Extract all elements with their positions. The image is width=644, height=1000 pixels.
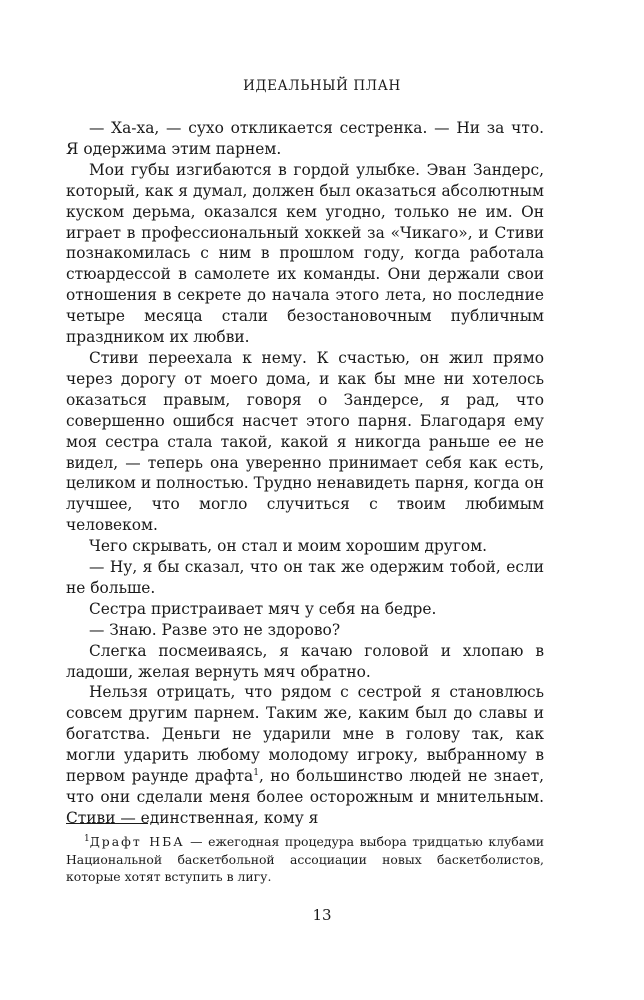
paragraph-text: Нельзя отрицать, что рядом с сестрой я становлюсь совсем другим парнем. Таким же, каким был до славы и богатства. Деньги не ударили мне в голову так, как могли ударить любому молодому игроку, выбранному в первом раунде драфта — [66, 683, 544, 786]
paragraph: Стиви переехала к нему. К счастью, он жил прямо через дорогу от моего дома, и как бы мне ни хотелось оказаться правым, говоря о Зандерсе, я рад, что совершенно ошибся насчет этого парня. Благодаря ему моя сестра стала такой, какой я никогда раньше ее не видел, — теперь она уверенно принимает себя как есть, целиком и полностью. Трудно ненавидеть парня, когда он лучшее, что могло случиться с твоим любимым человеком. — [66, 348, 544, 535]
footnote — [66, 833, 544, 886]
paragraph-with-footnote — [66, 682, 544, 828]
footnote-reference[interactable]: 1 — [253, 767, 259, 778]
paragraph: Сестра пристраивает мяч у себя на бедре. — [89, 599, 437, 618]
paragraph-text: , но большинство людей не знает, что они сделали меня более осторожным и мнительным. Стиви — единственная, кому я — [66, 767, 544, 827]
footnote-text — [66, 833, 544, 886]
paragraph: — Знаю. Разве это не здорово? — [89, 620, 341, 639]
page-number: 13 — [312, 906, 332, 924]
running-head: ИДЕАЛЬНЫЙ ПЛАН — [243, 78, 401, 94]
body-text — [66, 118, 544, 829]
paragraph: Чего скрывать, он стал и моим хорошим другом. — [89, 537, 488, 556]
paragraph: Мои губы изгибаются в гордой улыбке. Эван Зандерс, который, как я думал, должен был оказаться абсолютным куском дерьма, оказался кем угодно, только не им. Он играет в профессиональный хоккей за «Чикаго», и Стиви познакомилась с ним в прошлом году, когда работала стюардессой в самолете их команды. Они держали свои отношения в секрете до начала этого лета, но последние четыре месяца стали безостановочным публичным праздником их любви. — [66, 160, 544, 347]
footnote-divider — [66, 823, 148, 824]
paragraph: Слегка посмеиваясь, я качаю головой и хлопаю в ладоши, желая вернуть мяч обратно. — [66, 641, 544, 681]
footnote-definition: — ежегодная процедура выбора тридцатью клубами Национальной баскетбольной ассоциации новых баскетболистов, которые хотят вступить в лигу. — [66, 834, 544, 884]
paragraph: — Ха-ха, — сухо откликается сестренка. — Ни за что. Я одержима этим парнем. — [66, 119, 544, 158]
paragraph: — Ну, я бы сказал, что он так же одержим тобой, если не больше. — [66, 558, 544, 597]
footnote-term: Драфт НБА — [89, 834, 185, 849]
footnote-marker: 1 — [84, 833, 90, 844]
